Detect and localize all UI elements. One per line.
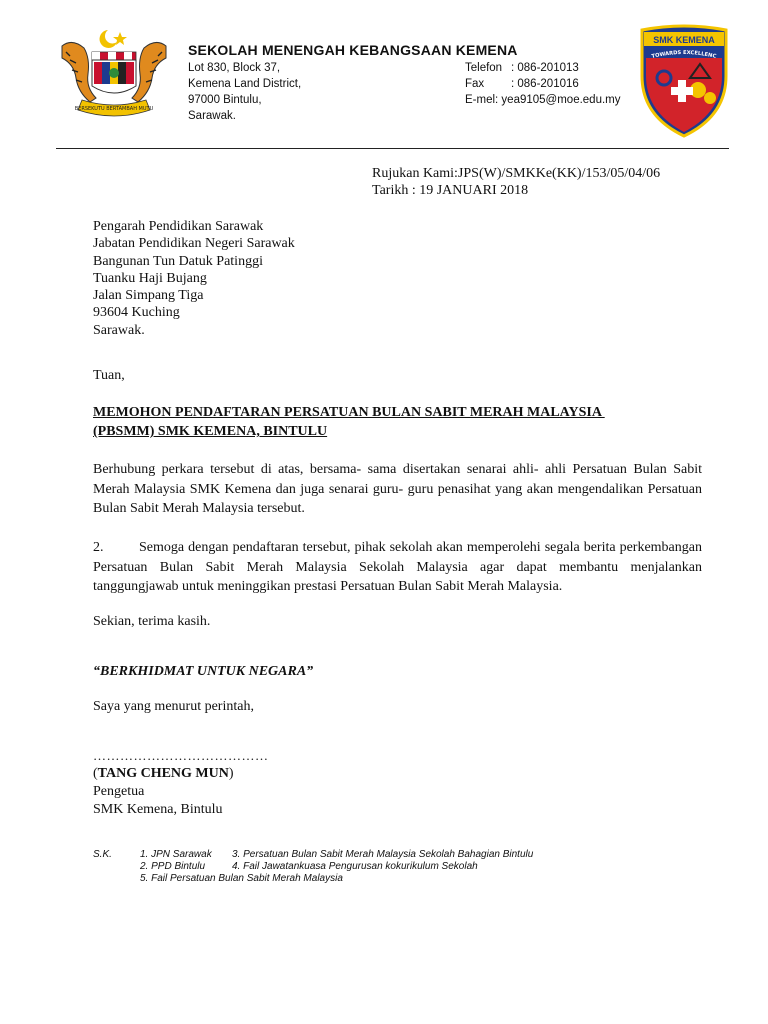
addressee-block <box>93 218 295 339</box>
telefon-label: Telefon <box>465 62 503 74</box>
address-line: Sarawak. <box>188 110 236 122</box>
email-row <box>465 92 621 108</box>
sk-item: 1. JPN Sarawak <box>140 849 212 860</box>
logo-motto: TOWARDS EXCELLENC <box>651 49 717 60</box>
addressee-line: 93604 Kuching <box>93 305 180 321</box>
email-label: E-mel <box>465 94 496 106</box>
sk-item: 4. Fail Jawatankuasa Pengurusan kokurikulum Sekolah <box>232 861 478 872</box>
email-value: : yea9105@moe.edu.my <box>495 94 621 106</box>
address-line: Kemena Land District, <box>188 78 302 90</box>
addressee-line: Jalan Simpang Tiga <box>93 288 204 304</box>
addressee-line: Jabatan Pendidikan Negeri Sarawak <box>93 236 295 252</box>
closing-line: Sekian, terima kasih. <box>93 614 211 629</box>
signature-line: ………………………………… <box>93 748 269 763</box>
paragraph-2-text: Semoga dengan pendaftaran tersebut, pihak sekolah akan memperolehi segala berita perkembangan Persatuan Bulan Sabit Merah Malaysia Sekolah Malaysia agar dapat membantu menjalankan tanggungjawab untuk meninggikan prestasi Persatuan Bulan Sabit Merah Malaysia. <box>93 540 702 594</box>
subject-line-1: MEMOHON PENDAFTARAN PERSATUAN BULAN SABIT MERAH MALAYSIA <box>93 405 605 420</box>
school-contact <box>465 60 621 108</box>
sk-item: 5. Fail Persatuan Bulan Sabit Merah Malaysia <box>140 873 343 884</box>
addressee-line: Bangunan Tun Datuk Patinggi <box>93 253 263 269</box>
addressee-line: Tuanku Haji Bujang <box>93 270 207 286</box>
sk-item: 2. PPD Bintulu <box>140 861 206 872</box>
tarikh: Tarikh : 19 JANUARI 2018 <box>372 183 529 198</box>
letter-subject <box>93 403 713 441</box>
open-paren: ( <box>93 766 98 781</box>
signatory-title: Pengetua <box>93 784 145 799</box>
address-line: Lot 830, Block 37, <box>188 62 281 74</box>
signatory-role <box>93 783 223 819</box>
header-divider <box>56 148 729 149</box>
motto: “BERKHIDMAT UNTUK NEGARA” <box>93 664 314 679</box>
sk-item: 3. Persatuan Bulan Sabit Merah Malaysia Sekolah Bahagian Bintulu <box>232 849 534 860</box>
paragraph-2-number: 2. <box>93 540 104 555</box>
telefon-row <box>465 60 621 76</box>
coat-of-arms-icon <box>56 26 172 122</box>
school-logo-icon <box>638 24 730 140</box>
signatory-org: SMK Kemena, Bintulu <box>93 802 223 817</box>
reference-block <box>372 165 660 199</box>
address-line: 97000 Bintulu, <box>188 94 262 106</box>
school-name: SEKOLAH MENENGAH KEBANGSAAN KEMENA <box>188 42 518 58</box>
crest-motto: BERSEKUTU BERTAMBAH MUTU <box>74 106 154 112</box>
paragraph-1: Berhubung perkara tersebut di atas, bersama- sama disertakan senarai ahli- ahli Persatuan Bulan Sabit Merah Malaysia SMK Kemena dan juga senarai guru- guru penasihat yang akan mengendalikan Persatuan Bulan Sabit Merah Malaysia tersebut. <box>93 462 702 516</box>
fax-row <box>465 76 621 92</box>
paragraph-2 <box>93 538 702 597</box>
telefon-value: : 086-201013 <box>511 62 579 74</box>
signatory-name-text: TANG CHENG MUN <box>97 766 229 781</box>
addressee-line: Sarawak. <box>93 322 145 338</box>
addressee-line: Pengarah Pendidikan Sarawak <box>93 219 264 234</box>
rujukan: Rujukan Kami:JPS(W)/SMKKe(KK)/153/05/04/06 <box>372 166 661 181</box>
school-address <box>188 60 301 124</box>
yours-faithfully: Saya yang menurut perintah, <box>93 699 254 714</box>
signatory-name <box>93 766 234 782</box>
close-paren: ) <box>228 766 234 781</box>
salutation: Tuan, <box>93 368 125 383</box>
subject-line-2: (PBSMM) SMK KEMENA, BINTULU <box>93 424 328 439</box>
logo-text: SMK KEMENA <box>653 35 715 45</box>
sk-label: S.K. <box>93 849 112 860</box>
fax-value: : 086-201016 <box>511 78 579 90</box>
fax-label: Fax <box>465 78 485 90</box>
